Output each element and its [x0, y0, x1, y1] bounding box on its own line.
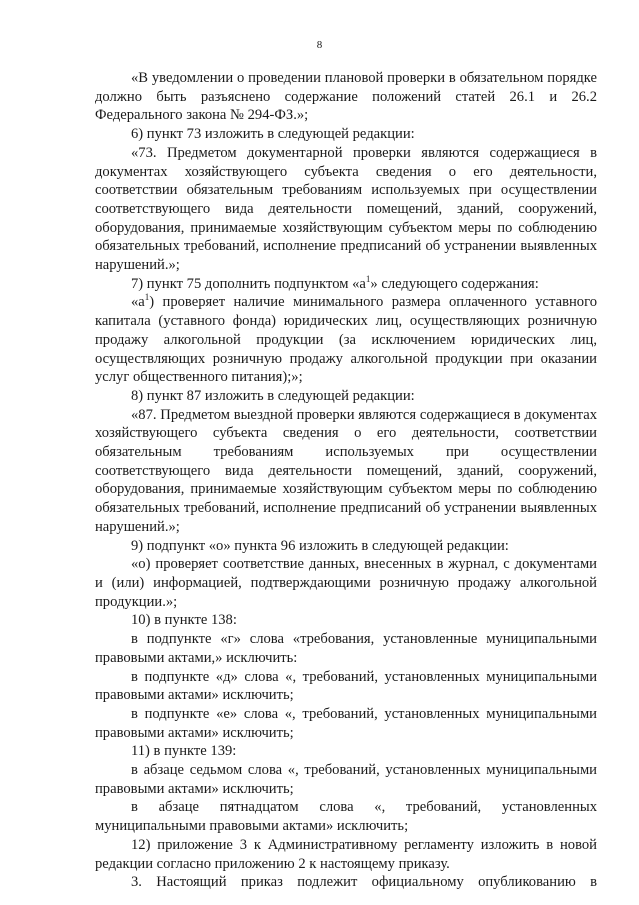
document-body [95, 69, 597, 892]
paragraph-notice-clause: «В уведомлении о проведении плановой проверки в обязательном порядке должно быть разъяснено содержание положений статей 26.1 и 26.2 Федерального закона № 294-ФЗ.»; [95, 70, 597, 124]
paragraph-item-6: 6) пункт 73 изложить в следующей редакции: [131, 126, 415, 143]
subpoint-a1-text-after: ) проверяет наличие минимального размера оплаченного уставного капитала (уставного фонда) юридических лиц, осуществляющих розничную продажу алкогольной продукции (за исключением юридических лиц, осуществляющих розничную продажу алкогольной продукции при оказании услуг общественного питания);»; [95, 294, 597, 386]
page-number: 8 [316, 39, 323, 51]
item-7-text-before: 7) пункт 75 дополнить подпунктом «а [131, 275, 366, 292]
paragraph-item-12: 12) приложение 3 к Административному регламенту изложить в новой редакции согласно приложению 2 к настоящему приказу. [95, 836, 597, 872]
paragraph-subpoint-o-text: «о) проверяет соответствие данных, внесенных в журнал, с документами и (или) информацией, подтверждающими розничную продажу алкогольной продукции.»; [95, 556, 597, 610]
item-7-text-after: » следующего содержания: [370, 275, 539, 292]
paragraph-item-11: 11) в пункте 139: [131, 743, 237, 760]
item-7-superscript: 1 [365, 273, 371, 284]
paragraph-subpoint-d: в подпункте «д» слова «, требований, установленных муниципальными правовыми актами» исключить; [95, 668, 597, 704]
paragraph-item-9: 9) подпункт «о» пункта 96 изложить в следующей редакции: [131, 537, 509, 554]
paragraph-point-87-text: «87. Предметом выездной проверки являются содержащиеся в документах хозяйствующего субъекта сведения о его деятельности, соответствии обязательным требованиям используемых при осуществлении соответствующего вида деятельности помещений, зданий, сооружений, оборудования, принимаемые хозяйствующим субъектом меры по соблюдению обязательных требований, исполнение предписаний об устранении выявленных нарушений.»; [95, 406, 597, 535]
paragraph-abzac-15: в абзаце пятнадцатом слова «, требований, установленных муниципальными правовыми актами» исключить; [95, 799, 597, 835]
paragraph-abzac-7: в абзаце седьмом слова «, требований, установленных муниципальными правовыми актами» исключить; [95, 762, 597, 797]
paragraph-item-8: 8) пункт 87 изложить в следующей редакции: [131, 387, 415, 404]
subpoint-a1-text-before: «а [131, 294, 145, 311]
paragraph-subpoint-a1-text [95, 293, 597, 387]
paragraph-subpoint-g: в подпункте «г» слова «требования, установленные муниципальными правовыми актами,» исключить: [95, 631, 597, 666]
subpoint-a1-superscript: 1 [144, 292, 150, 303]
paragraph-item-10: 10) в пункте 138: [131, 612, 237, 629]
paragraph-point-73-text: «73. Предметом документарной проверки являются содержащиеся в документах хозяйствующего субъекта сведения о его деятельности, соответствии обязательным требованиям используемых при осуществлении соответствующего вида деятельности помещений, зданий, сооружений, оборудования, принимаемые хозяйствующим субъектом меры по соблюдению обязательных требований, исполнение предписаний об устранении выявленных нарушений.»; [95, 144, 597, 274]
paragraph-clause-3: 3. Настоящий приказ подлежит официальному опубликованию в [131, 874, 597, 891]
paragraph-subpoint-e: в подпункте «е» слова «, требований, установленных муниципальными правовыми актами» исключить; [95, 705, 597, 741]
paragraph-item-7 [95, 275, 597, 294]
